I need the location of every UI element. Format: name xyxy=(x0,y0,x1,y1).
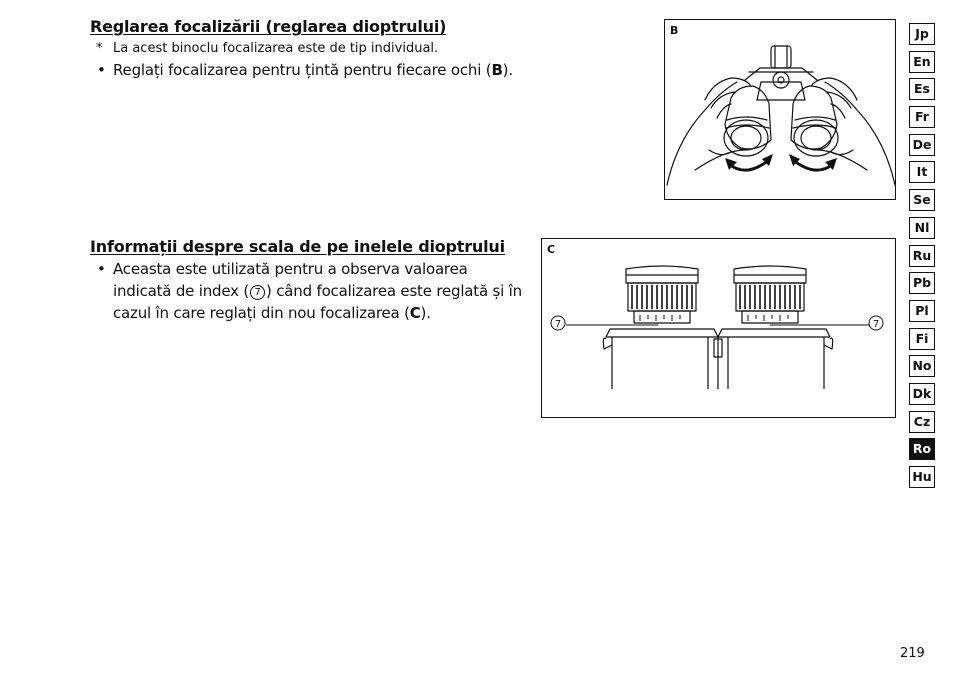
language-tab-ru[interactable]: Ru xyxy=(909,245,935,267)
language-tab-nl[interactable]: Nl xyxy=(909,217,935,239)
section-heading-dioptre-scale: Informații despre scala de pe inelele dioptrului xyxy=(90,237,505,256)
language-tab-en[interactable]: En xyxy=(909,51,935,73)
figure-b-binocular-hands xyxy=(664,19,896,200)
footnote-text: La acest binoclu focalizarea este de tip individual. xyxy=(113,41,439,56)
footnote-marker: * xyxy=(96,41,103,56)
figure-reference-c: C xyxy=(409,304,421,322)
language-tab-dk[interactable]: Dk xyxy=(909,383,935,405)
binoculars-hands-illustration xyxy=(665,20,896,200)
language-tab-cz[interactable]: Cz xyxy=(909,411,935,433)
language-tab-ro[interactable]: Ro xyxy=(909,438,935,460)
bullet-text-end: ). xyxy=(502,61,513,79)
language-tab-jp[interactable]: Jp xyxy=(909,23,935,45)
instruction-bullet-focus xyxy=(97,59,543,81)
bullet-text-continued: ) când focalizarea este reglată și în cazul în care reglați din nou focalizarea ( xyxy=(113,282,522,322)
language-tab-es[interactable]: Es xyxy=(909,78,935,100)
dioptre-rings-illustration xyxy=(542,239,896,418)
language-tab-pl[interactable]: Pl xyxy=(909,300,935,322)
language-tab-it[interactable]: It xyxy=(909,161,935,183)
language-tab-fi[interactable]: Fi xyxy=(909,328,935,350)
language-tab-hu[interactable]: Hu xyxy=(909,466,935,488)
bullet-text: Reglați focalizarea pentru țintă pentru fiecare ochi ( xyxy=(113,61,492,79)
index-callout-number: 7 xyxy=(250,285,265,300)
bullet-symbol: • xyxy=(97,260,106,278)
page-number: 219 xyxy=(900,646,925,661)
figure-c-dioptre-rings xyxy=(541,238,896,418)
language-tab-pb[interactable]: Pb xyxy=(909,272,935,294)
language-tab-no[interactable]: No xyxy=(909,355,935,377)
footnote xyxy=(96,41,439,56)
bullet-symbol: • xyxy=(97,61,106,79)
section-heading-focus-adjustment: Reglarea focalizării (reglarea dioptrului) xyxy=(90,17,447,36)
language-tab-fr[interactable]: Fr xyxy=(909,106,935,128)
figure-reference-b: B xyxy=(491,61,503,79)
instruction-bullet-scale xyxy=(97,258,523,324)
bullet-text: Aceasta este utilizată pentru a observa valoarea indicată de index ( xyxy=(113,260,468,300)
figure-label-b: B xyxy=(670,24,679,37)
language-tab-de[interactable]: De xyxy=(909,134,935,156)
callout-number-left: 7 xyxy=(554,319,562,330)
language-tab-se[interactable]: Se xyxy=(909,189,935,211)
bullet-text-end: ). xyxy=(420,304,431,322)
callout-number-right: 7 xyxy=(872,319,880,330)
language-index-tabs xyxy=(909,23,935,494)
figure-label-c: C xyxy=(547,243,556,256)
